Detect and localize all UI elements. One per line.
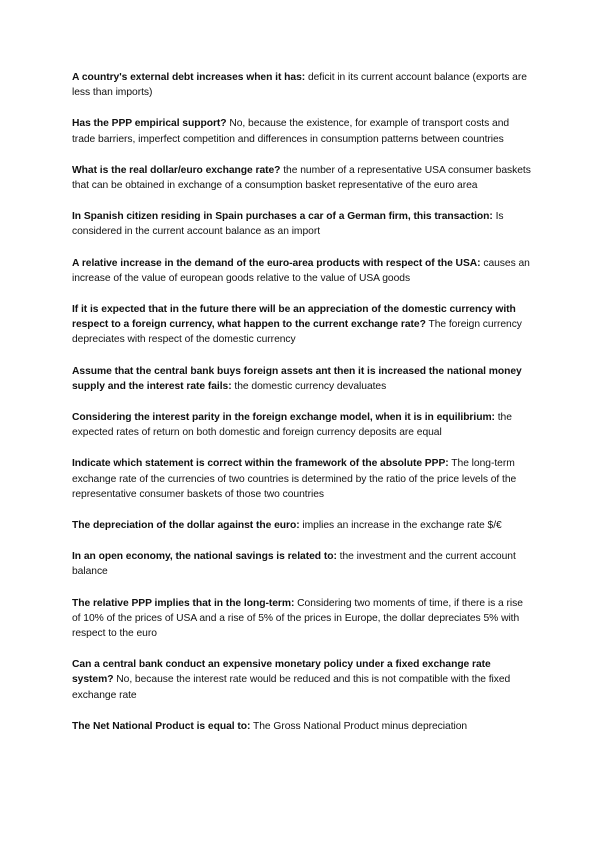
document-page: [72, 70, 532, 750]
answer-text: No, because the interest rate would be reduced and this is not compatible with the fixed exchange rate: [72, 674, 511, 701]
qa-item-11: [72, 549, 532, 579]
question-text: Assume that the central bank buys foreign assets ant then it is increased the national money supply and the interest rate fails:: [72, 365, 522, 392]
answer-text: the investment and the current account balance: [72, 551, 516, 578]
qa-item-4: [72, 209, 532, 239]
qa-item-8: [72, 410, 532, 440]
question-text: Indicate which statement is correct within the framework of the absolute PPP:: [72, 458, 449, 470]
answer-text: implies an increase in the exchange rate $/€: [302, 520, 502, 532]
answer-text: the expected rates of return on both domestic and foreign currency deposits are equal: [72, 412, 512, 439]
answer-text: the number of a representative USA consumer baskets that can be obtained in exchange of a consumption basket representative of the euro area: [72, 164, 531, 192]
question-text: Can a central bank conduct an expensive monetary policy under a fixed exchange rate system?: [72, 659, 491, 686]
question-text: Considering the interest parity in the foreign exchange model, when it is in equilibrium:: [72, 412, 495, 424]
question-text: In Spanish citizen residing in Spain purchases a car of a German firm, this transaction:: [72, 211, 493, 223]
question-text: Has the PPP empirical support?: [72, 118, 227, 130]
qa-item-1: [72, 70, 532, 100]
question-text: A relative increase in the demand of the euro-area products with respect of the USA:: [72, 257, 481, 269]
answer-text: The foreign currency depreciates with respect of the domestic currency: [72, 319, 522, 346]
qa-item-7: [72, 364, 532, 394]
qa-item-5: [72, 256, 532, 286]
question-text: The Net National Product is equal to:: [72, 720, 251, 732]
question-text: The depreciation of the dollar against the euro:: [72, 520, 300, 532]
qa-item-13: [72, 657, 532, 703]
qa-item-3: [72, 163, 532, 193]
question-text: What is the real dollar/euro exchange rate?: [72, 164, 281, 176]
question-text: In an open economy, the national savings is related to:: [72, 551, 337, 563]
answer-text: the domestic currency devaluates: [234, 380, 387, 392]
answer-text: Considering two moments of time, if there is a rise of 10% of the prices of USA and a rise of 5% of the prices in Europe, the dollar depreciates 5% with respect to the euro: [72, 597, 523, 640]
qa-item-12: [72, 596, 532, 642]
question-text: If it is expected that in the future there will be an appreciation of the domestic currency with respect to a foreign currency, what happen to the current exchange rate?: [72, 304, 516, 331]
answer-text: The long-term exchange rate of the currencies of two countries is determined by the ratio of the price levels of the representative consumer baskets of those two countries: [72, 458, 517, 500]
answer-text: The Gross National Product minus depreciation: [253, 720, 468, 732]
answer-text: deficit in its current account balance (exports are less than imports): [72, 72, 527, 99]
question-text: The relative PPP implies that in the long-term:: [72, 597, 295, 609]
qa-item-9: [72, 456, 532, 502]
qa-item-10: [72, 518, 532, 533]
question-text: A country's external debt increases when it has:: [72, 72, 306, 83]
answer-text: causes an increase of the value of european goods relative to the value of USA goods: [72, 257, 530, 284]
qa-item-14: [72, 719, 532, 734]
qa-item-2: [72, 116, 532, 146]
answer-text: No, because the existence, for example of transport costs and trade barriers, imperfect competition and differences in consumption patterns between countries: [72, 118, 510, 145]
qa-item-6: [72, 302, 532, 348]
answer-text: Is considered in the current account balance as an import: [72, 211, 504, 238]
